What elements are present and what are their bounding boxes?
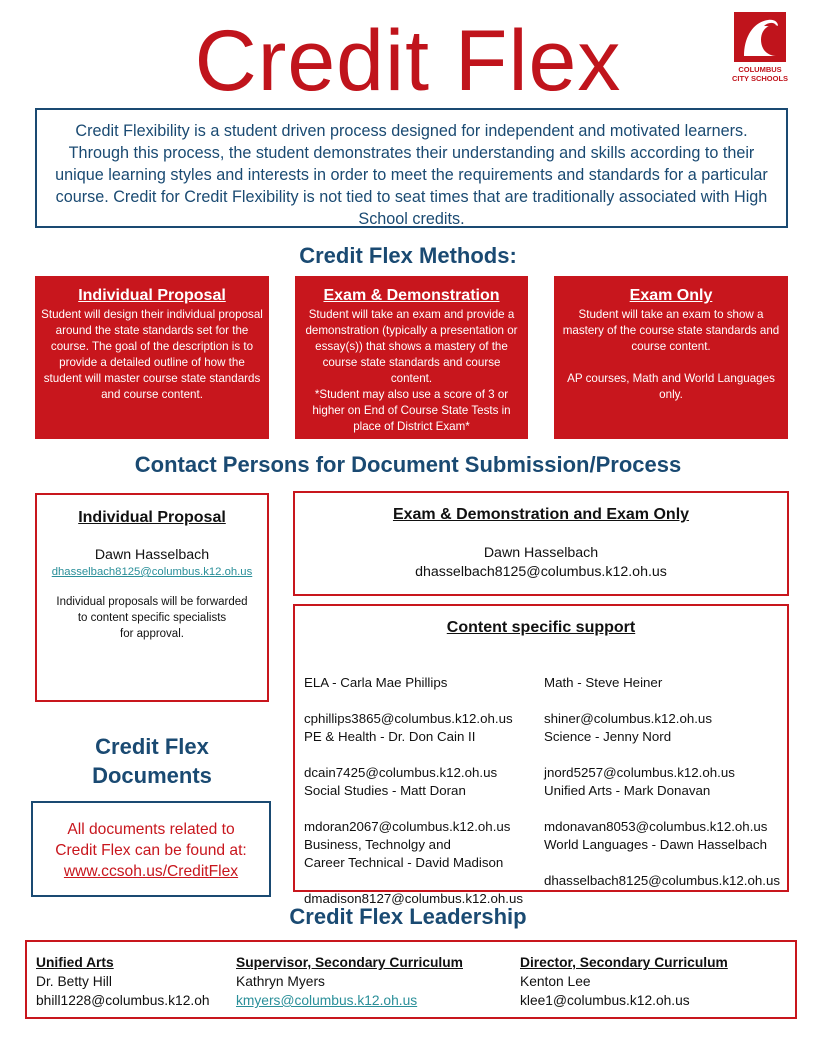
leader-name: Dr. Betty Hill	[36, 974, 112, 989]
leader-email-link[interactable]: kmyers@columbus.k12.oh.us	[236, 993, 418, 1008]
leader-entry	[36, 953, 210, 1010]
leader-entry	[520, 953, 728, 1010]
method-card-individual-proposal	[35, 276, 269, 439]
box-title: Individual Proposal	[78, 509, 226, 526]
box-title: Exam & Demonstration and Exam Only	[392, 506, 690, 523]
leader-email: bhill1228@columbus.k12.oh	[36, 993, 210, 1008]
support-email: jnord5257@columbus.k12.oh.us	[544, 765, 735, 780]
documents-link[interactable]: www.ccsoh.us/CreditFlex	[63, 863, 239, 880]
support-email: dhasselbach8125@columbus.k12.oh.us	[544, 873, 781, 888]
leadership-heading: Credit Flex Leadership	[289, 904, 527, 929]
support-label: ELA - Carla Mae Phillips	[304, 675, 448, 690]
page-title: Credit Flex	[194, 13, 622, 109]
leader-role: Supervisor, Secondary Curriculum	[236, 955, 463, 970]
leader-role: Director, Secondary Curriculum	[520, 955, 728, 970]
method-title: Exam Only	[629, 287, 713, 304]
support-label: Unified Arts - Mark Donavan	[544, 783, 711, 798]
box-title: Content specific support	[446, 619, 636, 636]
support-label: Social Studies - Matt Doran	[304, 783, 466, 798]
contact-email-link[interactable]: dhasselbach8125@columbus.k12.oh.us	[51, 566, 253, 578]
support-email: dcain7425@columbus.k12.oh.us	[304, 765, 498, 780]
method-card-exam-demonstration	[295, 276, 528, 439]
contact-name: Dawn Hasselbach	[483, 545, 599, 561]
logo-text-line-1: COLUMBUS	[738, 65, 782, 74]
documents-text: All documents related to Credit Flex can be found at:	[55, 821, 247, 859]
support-email: mdonavan8053@columbus.k12.oh.us	[544, 819, 768, 834]
documents-heading: Credit Flex Documents	[92, 734, 212, 788]
support-label: Business, Technolgy and Career Technical - David Madison	[304, 837, 504, 870]
columbus-logo	[728, 12, 792, 90]
methods-heading: Credit Flex Methods:	[299, 243, 517, 268]
support-label: Science - Jenny Nord	[544, 729, 672, 744]
support-entry	[544, 818, 780, 908]
contact-name: Dawn Hasselbach	[94, 547, 210, 563]
leadership-box	[25, 940, 797, 1019]
support-label: World Languages - Dawn Hasselbach	[544, 837, 767, 852]
individual-proposal-contact-box	[35, 493, 269, 702]
support-label: Math - Steve Heiner	[544, 675, 663, 690]
leader-name: Kathryn Myers	[236, 974, 325, 989]
contacts-heading: Contact Persons for Document Submission/Process	[134, 452, 682, 477]
leader-name: Kenton Lee	[520, 974, 591, 989]
support-email: shiner@columbus.k12.oh.us	[544, 711, 712, 726]
contact-note: Individual proposals will be forwarded to content specific specialists for approval.	[56, 596, 248, 640]
method-description: Student will design their individual proposal around the state standards set for the course. The goal of the description is to provide a detailed outline of how the student will master course state standards and course content.	[41, 308, 263, 401]
method-title: Individual Proposal	[78, 287, 226, 304]
content-support-box	[293, 604, 789, 906]
method-card-exam-only	[554, 276, 788, 439]
intro-text: Credit Flexibility is a student driven process designed for independent and motivated learners. Through this process, the student demonstrates their understanding and skills according to their unique learning styles and interests in order to meet the requirements and standards for a particular course. Credit for Credit Flexibility is not tied to seat times that are traditionally associated with High School credits.	[55, 122, 768, 228]
support-email: dmadison8127@columbus.k12.oh.us	[304, 891, 523, 906]
intro-box	[35, 108, 788, 228]
leader-role: Unified Arts	[36, 955, 114, 970]
columbus-logo-icon	[734, 12, 786, 62]
support-label: PE & Health - Dr. Don Cain II	[304, 729, 476, 744]
exam-contact-box	[293, 491, 789, 596]
leader-entry	[236, 953, 463, 1010]
method-description: Student will take an exam and provide a demonstration (typically a presentation or essay(s)) that shows a mastery of the course state standards and course content. *Student may also use a score of 3 or higher on End of Course State Tests in place of District Exam*	[305, 308, 518, 433]
method-description: Student will take an exam to show a mastery of the course state standards and course content. AP courses, Math and World Languages only.	[562, 308, 780, 401]
contact-email: dhasselbach8125@columbus.k12.oh.us	[415, 564, 667, 580]
method-title: Exam & Demonstration	[323, 287, 500, 304]
support-email: mdoran2067@columbus.k12.oh.us	[304, 819, 511, 834]
leader-email: klee1@columbus.k12.oh.us	[520, 993, 690, 1008]
support-email: cphillips3865@columbus.k12.oh.us	[304, 711, 513, 726]
logo-text-line-2: CITY SCHOOLS	[731, 74, 789, 83]
documents-box	[31, 801, 271, 897]
logo-text	[728, 65, 792, 83]
